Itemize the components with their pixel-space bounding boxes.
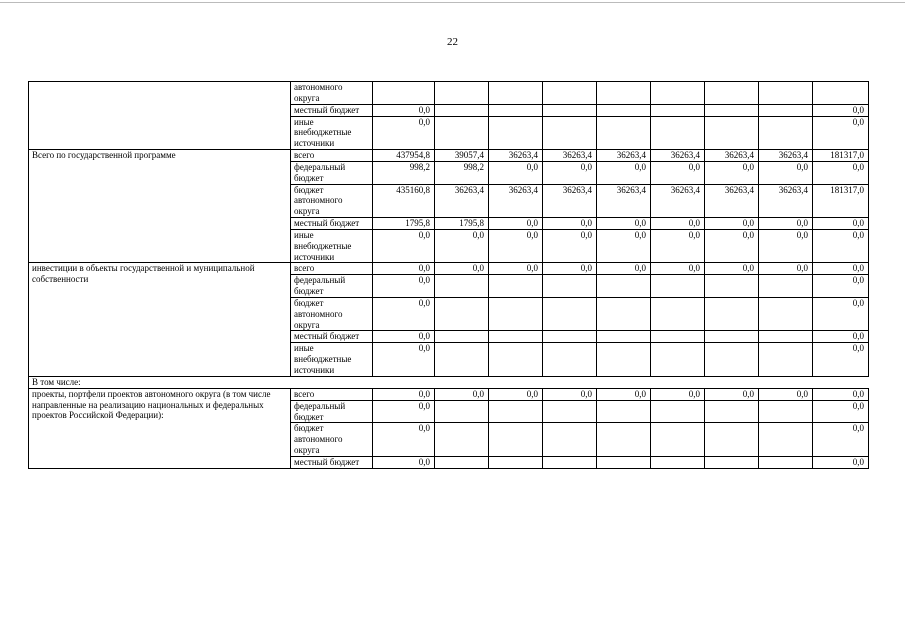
value-cell: 39057,4 (435, 149, 489, 161)
value-cell (705, 275, 759, 298)
value-cell (759, 104, 813, 116)
table-row (29, 376, 869, 388)
value-cell (705, 456, 759, 468)
funding-source-cell: местный бюджет (291, 456, 373, 468)
value-cell (435, 343, 489, 376)
value-cell: 0,0 (597, 388, 651, 400)
value-cell (543, 275, 597, 298)
value-cell (543, 343, 597, 376)
funding-source-cell: бюджет автономного округа (291, 297, 373, 330)
value-cell: 0,0 (813, 297, 869, 330)
value-cell (489, 423, 543, 456)
value-cell (651, 343, 705, 376)
value-cell: 181317,0 (813, 184, 869, 217)
table-row (29, 388, 869, 400)
value-cell (651, 423, 705, 456)
value-cell (651, 297, 705, 330)
value-cell (651, 275, 705, 298)
value-cell (489, 82, 543, 105)
value-cell: 0,0 (489, 388, 543, 400)
value-cell (705, 82, 759, 105)
value-cell (651, 400, 705, 423)
value-cell: 36263,4 (705, 184, 759, 217)
value-cell: 0,0 (373, 229, 435, 262)
value-cell: 0,0 (705, 388, 759, 400)
funding-source-cell: всего (291, 149, 373, 161)
value-cell: 0,0 (597, 217, 651, 229)
value-cell: 0,0 (373, 263, 435, 275)
value-cell: 0,0 (813, 388, 869, 400)
value-cell (759, 343, 813, 376)
value-cell: 36263,4 (597, 184, 651, 217)
value-cell: 36263,4 (759, 184, 813, 217)
value-cell: 0,0 (489, 229, 543, 262)
value-cell (543, 104, 597, 116)
value-cell (705, 104, 759, 116)
value-cell (651, 82, 705, 105)
value-cell (543, 456, 597, 468)
value-cell: 0,0 (813, 331, 869, 343)
value-cell (705, 343, 759, 376)
scan-edge-top (0, 2, 905, 3)
funding-source-cell: местный бюджет (291, 217, 373, 229)
value-cell (489, 297, 543, 330)
category-cell: инвестиции в объекты государственной и муниципальной собственности (29, 263, 291, 376)
value-cell (759, 82, 813, 105)
value-cell: 36263,4 (705, 149, 759, 161)
funding-source-cell: местный бюджет (291, 104, 373, 116)
value-cell: 0,0 (759, 229, 813, 262)
value-cell: 0,0 (373, 400, 435, 423)
value-cell (543, 331, 597, 343)
value-cell: 0,0 (373, 388, 435, 400)
value-cell: 0,0 (651, 161, 705, 184)
value-cell: 0,0 (373, 331, 435, 343)
funding-source-cell: федеральный бюджет (291, 275, 373, 298)
value-cell: 0,0 (813, 456, 869, 468)
value-cell (435, 104, 489, 116)
value-cell: 0,0 (813, 343, 869, 376)
table-row (29, 82, 869, 105)
value-cell (435, 82, 489, 105)
value-cell (705, 331, 759, 343)
value-cell (597, 400, 651, 423)
value-cell: 0,0 (543, 217, 597, 229)
value-cell (597, 297, 651, 330)
value-cell: 0,0 (543, 388, 597, 400)
table-body-main (29, 82, 869, 377)
value-cell (489, 456, 543, 468)
value-cell: 181317,0 (813, 149, 869, 161)
value-cell: 0,0 (705, 217, 759, 229)
value-cell: 0,0 (813, 263, 869, 275)
value-cell (759, 456, 813, 468)
value-cell (543, 400, 597, 423)
category-cell (29, 82, 291, 150)
funding-source-cell: всего (291, 263, 373, 275)
value-cell (705, 400, 759, 423)
value-cell: 998,2 (435, 161, 489, 184)
value-cell (435, 423, 489, 456)
value-cell: 0,0 (813, 229, 869, 262)
value-cell: 0,0 (373, 456, 435, 468)
value-cell (543, 423, 597, 456)
value-cell (597, 423, 651, 456)
value-cell: 0,0 (435, 388, 489, 400)
value-cell (705, 423, 759, 456)
value-cell (435, 297, 489, 330)
value-cell (489, 400, 543, 423)
funding-source-cell: иные внебюджетные источники (291, 116, 373, 149)
value-cell: 1795,8 (373, 217, 435, 229)
value-cell: 0,0 (373, 297, 435, 330)
value-cell (597, 456, 651, 468)
subheader-cell: В том числе: (29, 376, 869, 388)
value-cell: 0,0 (489, 263, 543, 275)
value-cell: 0,0 (373, 116, 435, 149)
value-cell: 0,0 (373, 423, 435, 456)
value-cell (705, 297, 759, 330)
value-cell (651, 331, 705, 343)
table-body-projects (29, 388, 869, 468)
value-cell: 0,0 (759, 217, 813, 229)
value-cell: 0,0 (813, 116, 869, 149)
funding-source-cell: бюджет автономного округа (291, 423, 373, 456)
value-cell (651, 456, 705, 468)
value-cell (813, 82, 869, 105)
funding-source-cell: всего (291, 388, 373, 400)
value-cell: 36263,4 (543, 149, 597, 161)
value-cell: 0,0 (543, 161, 597, 184)
value-cell (759, 331, 813, 343)
value-cell: 0,0 (597, 263, 651, 275)
value-cell: 0,0 (705, 229, 759, 262)
value-cell (489, 104, 543, 116)
value-cell (759, 275, 813, 298)
value-cell: 0,0 (813, 400, 869, 423)
category-cell: проекты, портфели проектов автономного округа (в том числе направленные на реализацию национальных и федеральных проектов Российской Федерации): (29, 388, 291, 468)
value-cell: 0,0 (759, 263, 813, 275)
value-cell: 0,0 (813, 423, 869, 456)
value-cell: 36263,4 (435, 184, 489, 217)
value-cell: 998,2 (373, 161, 435, 184)
value-cell (651, 104, 705, 116)
value-cell (435, 275, 489, 298)
value-cell (597, 82, 651, 105)
value-cell (597, 116, 651, 149)
value-cell (435, 400, 489, 423)
value-cell: 0,0 (597, 161, 651, 184)
value-cell (543, 82, 597, 105)
value-cell: 0,0 (373, 104, 435, 116)
value-cell (435, 456, 489, 468)
value-cell: 36263,4 (651, 149, 705, 161)
value-cell (597, 331, 651, 343)
value-cell (759, 297, 813, 330)
funding-source-cell: местный бюджет (291, 331, 373, 343)
value-cell: 0,0 (705, 161, 759, 184)
category-cell: Всего по государственной программе (29, 149, 291, 262)
value-cell (759, 400, 813, 423)
value-cell: 0,0 (435, 229, 489, 262)
funding-source-cell: иные внебюджетные источники (291, 343, 373, 376)
table-row (29, 263, 869, 275)
funding-source-cell: иные внебюджетные источники (291, 229, 373, 262)
value-cell: 0,0 (813, 161, 869, 184)
table-row (29, 149, 869, 161)
value-cell: 0,0 (651, 229, 705, 262)
value-cell (435, 331, 489, 343)
value-cell: 0,0 (489, 161, 543, 184)
value-cell: 36263,4 (759, 149, 813, 161)
value-cell: 0,0 (651, 388, 705, 400)
funding-source-cell: федеральный бюджет (291, 161, 373, 184)
value-cell: 0,0 (813, 104, 869, 116)
value-cell: 36263,4 (489, 149, 543, 161)
value-cell (489, 331, 543, 343)
value-cell: 0,0 (543, 263, 597, 275)
value-cell: 0,0 (373, 343, 435, 376)
value-cell: 36263,4 (597, 149, 651, 161)
value-cell (759, 116, 813, 149)
budget-table (28, 81, 869, 469)
value-cell (705, 116, 759, 149)
value-cell: 1795,8 (435, 217, 489, 229)
value-cell: 0,0 (813, 275, 869, 298)
page-number: 22 (447, 36, 458, 48)
value-cell: 0,0 (813, 217, 869, 229)
value-cell: 0,0 (651, 263, 705, 275)
value-cell: 0,0 (597, 229, 651, 262)
funding-source-cell: бюджет автономного округа (291, 184, 373, 217)
value-cell (543, 297, 597, 330)
value-cell: 0,0 (373, 275, 435, 298)
value-cell: 0,0 (759, 388, 813, 400)
value-cell: 36263,4 (651, 184, 705, 217)
value-cell: 435160,8 (373, 184, 435, 217)
value-cell (597, 343, 651, 376)
value-cell (489, 275, 543, 298)
value-cell: 0,0 (759, 161, 813, 184)
value-cell: 0,0 (489, 217, 543, 229)
value-cell (597, 275, 651, 298)
value-cell (651, 116, 705, 149)
value-cell: 0,0 (435, 263, 489, 275)
value-cell: 36263,4 (543, 184, 597, 217)
value-cell: 36263,4 (489, 184, 543, 217)
value-cell (373, 82, 435, 105)
funding-source-cell: автономного округа (291, 82, 373, 105)
value-cell: 437954,8 (373, 149, 435, 161)
value-cell (489, 343, 543, 376)
funding-source-cell: федеральный бюджет (291, 400, 373, 423)
value-cell: 0,0 (543, 229, 597, 262)
value-cell: 0,0 (651, 217, 705, 229)
value-cell (489, 116, 543, 149)
value-cell (435, 116, 489, 149)
value-cell: 0,0 (705, 263, 759, 275)
value-cell (597, 104, 651, 116)
table-body-subheader (29, 376, 869, 388)
value-cell (759, 423, 813, 456)
value-cell (543, 116, 597, 149)
